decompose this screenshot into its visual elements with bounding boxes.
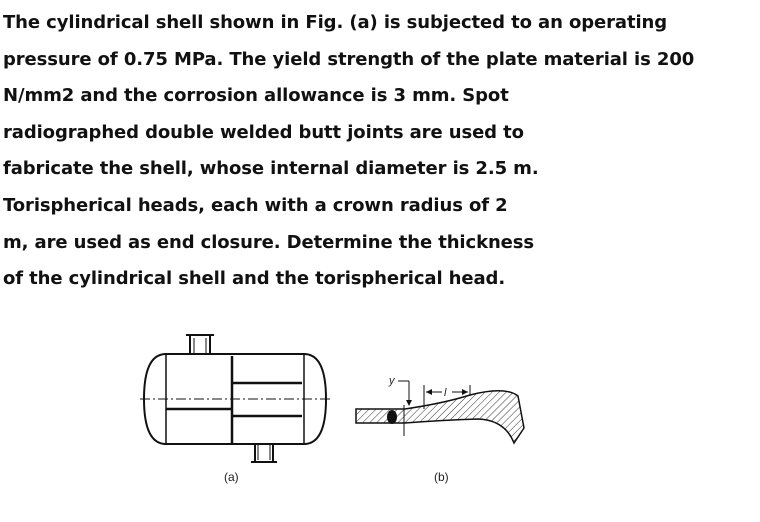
bottom-nozzle: [251, 444, 277, 462]
problem-line-4: radiographed double welded butt joints are used to: [3, 121, 524, 143]
head-plate-section: [356, 391, 524, 443]
label-l: l: [444, 387, 447, 399]
caption-b: (b): [434, 470, 449, 484]
problem-line-7: m, are used as end closure. Determine the thickness: [3, 231, 534, 253]
top-nozzle: [186, 335, 214, 354]
vessel-figure-a: [140, 335, 330, 462]
caption-a: (a): [224, 470, 239, 484]
problem-line-8: of the cylindrical shell and the torispherical head.: [3, 268, 506, 290]
problem-line-1: The cylindrical shell shown in Fig. (a) is subjected to an operating: [3, 12, 668, 33]
label-y: y: [389, 375, 395, 387]
problem-line-5: fabricate the shell, whose internal diameter is 2.5 m.: [3, 158, 539, 180]
problem-line-6: Torispherical heads, each with a crown radius of 2: [3, 194, 508, 216]
problem-line-3: N/mm2 and the corrosion allowance is 3 mm. Spot: [3, 85, 509, 107]
weld-bead: [387, 410, 397, 424]
head-detail-figure-b: [356, 375, 524, 443]
problem-line-2: pressure of 0.75 MPa. The yield strength of the plate material is 200: [3, 48, 695, 70]
